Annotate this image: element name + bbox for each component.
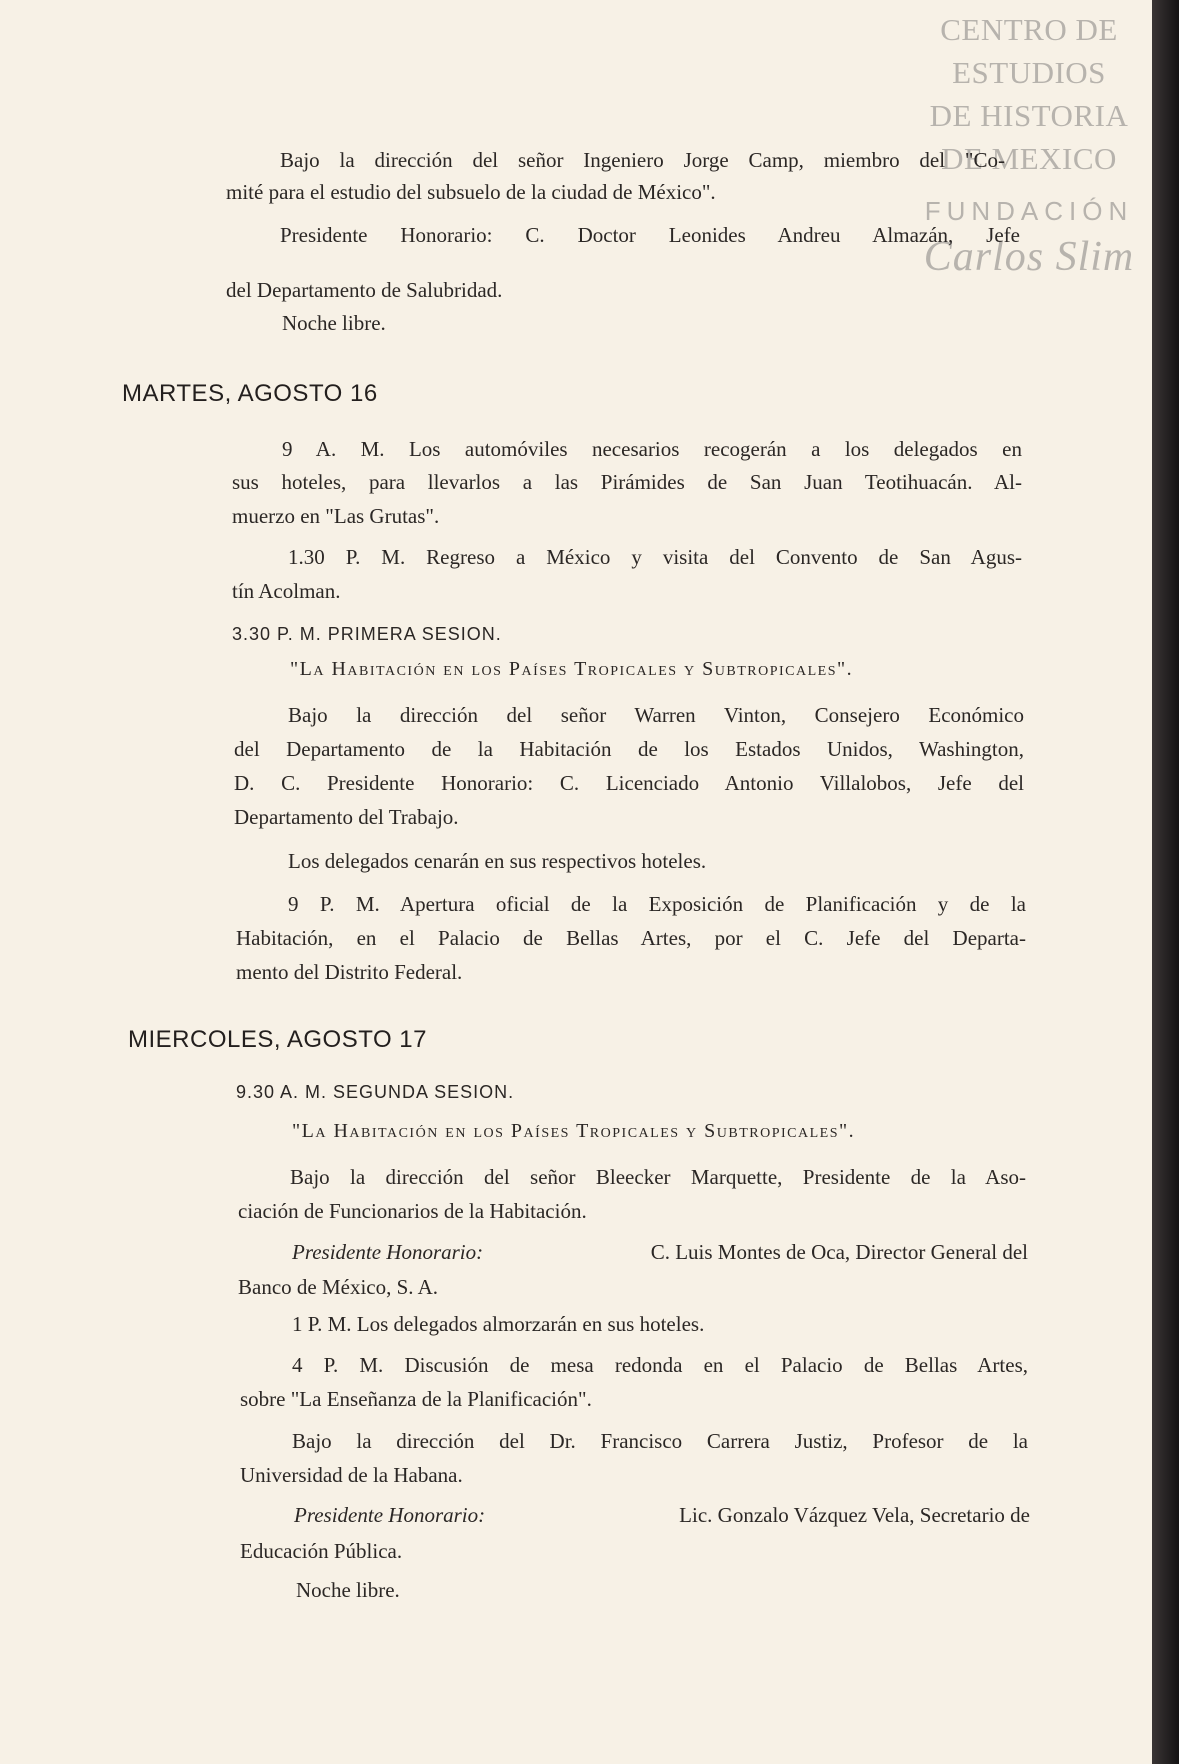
wednesday-p4-line-1: 4 P. M. Discusión de mesa redonda en el Palacio de Bellas Artes, [292,1353,1028,1377]
wednesday-p7: Noche libre. [296,1578,400,1602]
heading-tuesday: MARTES, AGOSTO 16 [122,380,378,407]
wednesday-p2-line-1-wrap [292,1240,1028,1265]
wednesday-p1-line-1: Bajo la dirección del señor Bleecker Marquette, Presidente de la Aso- [290,1165,1026,1189]
wednesday-p1-line-2: ciación de Funcionarios de la Habitación. [238,1199,587,1223]
watermark-line-2: ESTUDIOS [952,55,1106,90]
tuesday-session-topic: "La Habitación en los Países Tropicales y Subtropicales". [290,658,854,680]
tuesday-p2-line-1: 1.30 P. M. Regreso a México y visita del Convento de San Agus- [288,545,1022,569]
tuesday-p5-line-2: Habitación, en el Palacio de Bellas Artes, por el C. Jefe del Departa- [236,926,1026,950]
wednesday-p5-line-1: Bajo la dirección del Dr. Francisco Carrera Justiz, Profesor de la [292,1429,1028,1453]
wednesday-p6-label: Presidente Honorario: [294,1503,486,1527]
intro-line-4: del Departamento de Salubridad. [226,278,503,302]
wednesday-p5-line-2: Universidad de la Habana. [240,1463,463,1487]
watermark-signature: Carlos Slim [923,234,1135,280]
tuesday-p3-line-2: del Departamento de la Habitación de los Estados Unidos, Washington, [234,737,1024,761]
intro-line-3: Presidente Honorario: C. Doctor Leonides Andreu Almazán, Jefe [280,223,1020,247]
intro-line-2: mité para el estudio del subsuelo de la ciudad de México". [226,180,716,204]
wednesday-p2-line-2: Banco de México, S. A. [238,1275,439,1299]
tuesday-p4: Los delegados cenarán en sus respectivos hoteles. [288,849,707,873]
tuesday-p2-line-2: tín Acolman. [232,579,341,603]
watermark-line-3: DE HISTORIA [929,98,1129,133]
tuesday-session-title: 3.30 P. M. PRIMERA SESION. [232,624,502,644]
tuesday-p3-line-3: D. C. Presidente Honorario: C. Licenciado Antonio Villalobos, Jefe del [234,771,1024,795]
tuesday-p1-line-1: 9 A. M. Los automóviles necesarios recogerán a los delegados en [282,437,1022,461]
wednesday-p2-label: Presidente Honorario: [292,1240,484,1264]
wednesday-p2-line-1: C. Luis Montes de Oca, Director General del [650,1240,1028,1264]
tuesday-p5-line-1: 9 P. M. Apertura oficial de la Exposición de Planificación y de la [288,892,1026,916]
tuesday-p3-line-4: Departamento del Trabajo. [234,805,459,829]
watermark-fundacion: FUNDACIÓN [924,196,1134,226]
tuesday-p3-line-1: Bajo la dirección del señor Warren Vinton, Consejero Económico [288,703,1024,727]
wednesday-p6-line-1-wrap [294,1503,1030,1528]
wednesday-p6-line-1: Lic. Gonzalo Vázquez Vela, Secretario de [679,1503,1030,1527]
tuesday-p1-line-3: muerzo en "Las Grutas". [232,504,440,528]
heading-wednesday: MIERCOLES, AGOSTO 17 [128,1026,427,1053]
page-edge-shadow [1152,0,1179,1764]
wednesday-p6-line-2: Educación Pública. [240,1539,403,1563]
wednesday-session-topic: "La Habitación en los Países Tropicales y Subtropicales". [292,1120,856,1142]
intro-line-1: Bajo la dirección del señor Ingeniero Jorge Camp, miembro del "Co- [280,148,1005,172]
watermark-line-4: DE MEXICO [941,141,1117,176]
watermark-line-1: CENTRO DE [940,12,1118,47]
wednesday-p4-line-2: sobre "La Enseñanza de la Planificación". [240,1387,592,1411]
tuesday-p5-line-3: mento del Distrito Federal. [236,960,463,984]
tuesday-p1-line-2: sus hoteles, para llevarlos a las Pirámides de San Juan Teotihuacán. Al- [232,470,1022,494]
intro-line-5: Noche libre. [282,311,386,335]
wednesday-session-title: 9.30 A. M. SEGUNDA SESION. [236,1082,515,1102]
wednesday-p3: 1 P. M. Los delegados almorzarán en sus hoteles. [292,1312,705,1336]
